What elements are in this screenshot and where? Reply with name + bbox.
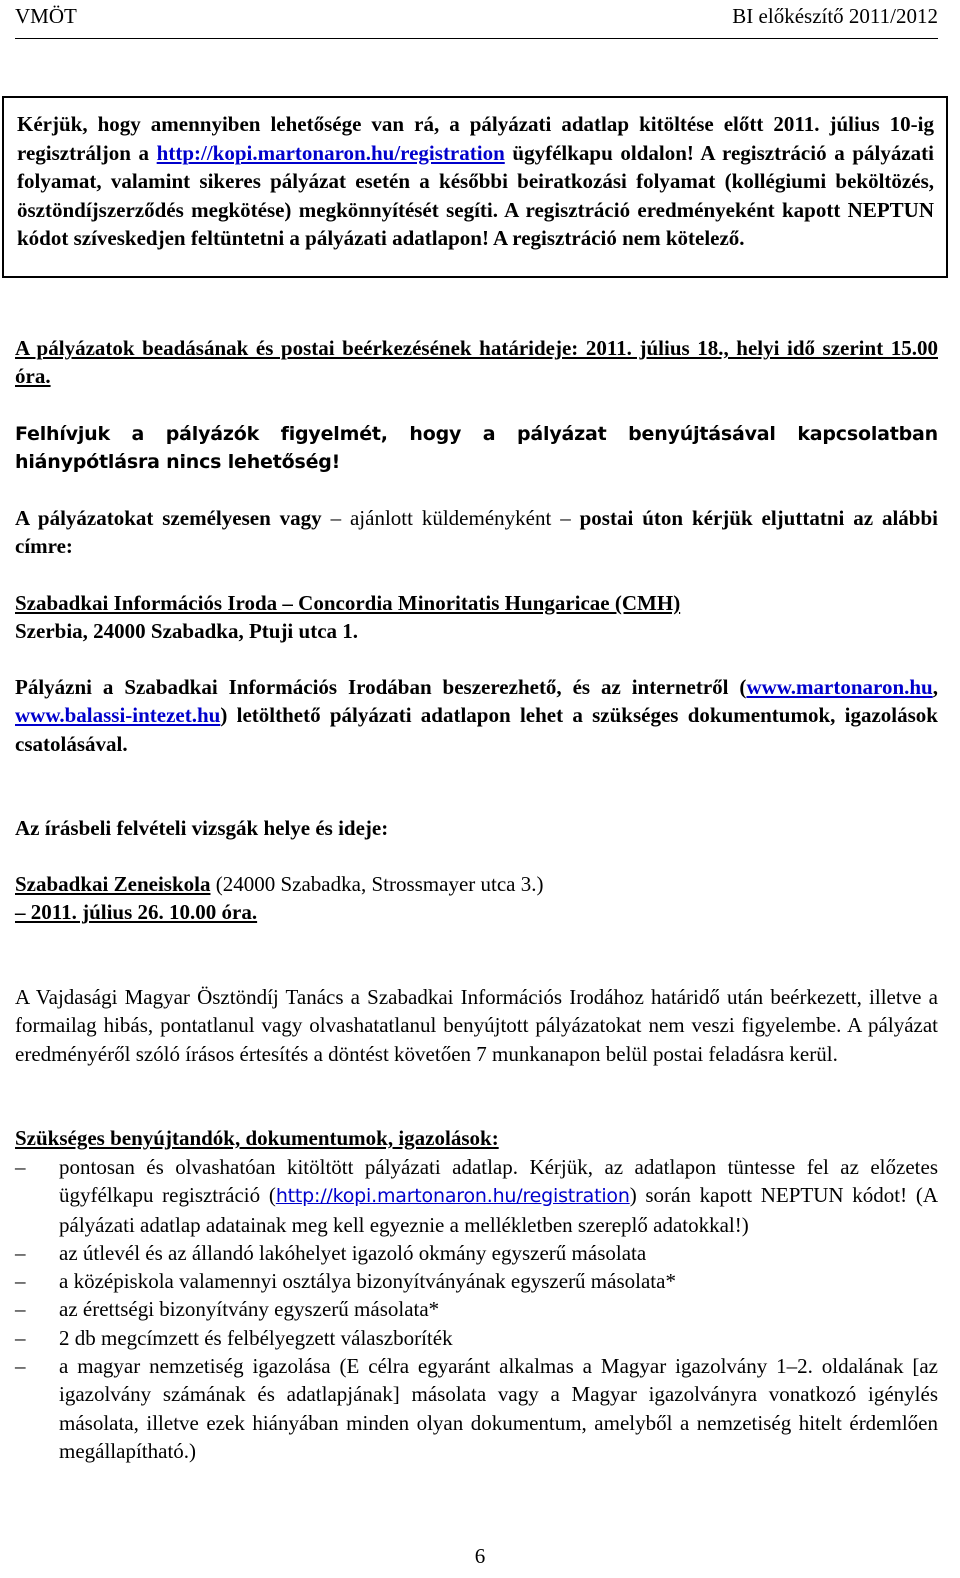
item-text: ) során kapott NEPTUN kódot! (A pályázati adatlap adatainak meg kell egyeznie a mellékletben szereplő adatokkal!): [59, 1183, 938, 1237]
header-left: VMÖT: [15, 4, 77, 28]
exam-heading: Az írásbeli felvételi vizsgák helye és ideje:: [15, 816, 389, 840]
council-paragraph: A Vajdasági Magyar Ösztöndíj Tanács a Szabadkai Információs Irodához határidő után beérkezett, illetve a formailag hibás, pontatlanul vagy olvashatatlanul benyújtott pályázatokat nem veszi figyelembe. A pályázat eredményéről szóló írásos értesítés a döntést követően 7 munkanapon belül postai feladásra kerül.: [15, 985, 938, 1066]
martonaron-link[interactable]: www.martonaron.hu: [746, 675, 933, 699]
apply-text-1: Pályázni a Szabadkai Információs Irodában beszerezhető, és az internetről (: [15, 675, 747, 699]
list-item: [15, 1267, 938, 1295]
header-rule: [15, 38, 938, 39]
balassi-link[interactable]: www.balassi-intezet.hu: [15, 703, 221, 728]
list-item: [15, 1324, 938, 1352]
address-line-1: Szabadkai Információs Iroda – Concordia Minoritatis Hungaricae (CMH): [15, 591, 681, 615]
notice-text-2: ügyfélkapu oldalon! A regisztráció a pályázati folyamat, valamint sikeres pályázat esetén a későbbi beiratkozási folyamat (kollégiumi beköltözés, ösztöndíjszerződés megkötése) megkönnyítését segíti. A regisztráció eredményeként kapott NEPTUN kódot szíveskedjen feltüntetni a pályázati adatlapon! A regisztráció nem kötelező.: [17, 140, 934, 250]
dash-bullet: –: [15, 1269, 26, 1294]
registration-link-2[interactable]: http://kopi.martonaron.hu/registration: [275, 1185, 630, 1208]
exam-place: Szabadkai Zeneiskola: [15, 872, 211, 896]
registration-link[interactable]: http://kopi.martonaron.hu/registration: [156, 140, 505, 165]
exam-date: – 2011. július 26. 10.00 óra.: [15, 900, 258, 925]
dash-bullet: –: [15, 1325, 26, 1350]
list-item: [15, 1153, 938, 1239]
item-text: a középiskola valamennyi osztálya bizonyítványának egyszerű másolata*: [59, 1269, 676, 1294]
submission-text-2: – ajánlott küldeményként –: [321, 506, 580, 530]
item-text: 2 db megcímzett és felbélyegzett válaszboríték: [59, 1325, 453, 1350]
submission-text-1: A pályázatokat személyesen vagy: [15, 506, 322, 530]
submission-paragraph: [15, 504, 938, 561]
documents-heading: Szükséges benyújtandók, dokumentumok, igazolások:: [15, 1126, 499, 1150]
apply-text-2: ) letölthető pályázati adatlapon lehet a szükséges dokumentumok, igazolások csatolásával.: [15, 703, 938, 756]
exam-place-line: [15, 870, 938, 898]
dash-bullet: –: [15, 1155, 26, 1179]
list-item: [15, 1352, 938, 1465]
address-line-2: Szerbia, 24000 Szabadka, Ptuji utca 1.: [15, 619, 359, 644]
notice-text-1: Kérjük, hogy amennyiben lehetősége van rá, a pályázati adatlap kitöltése előtt 2011. július 10-ig regisztráljon a: [17, 112, 934, 165]
no-supplement-paragraph: Felhívjuk a pályázók figyelmét, hogy a pályázat benyújtásával kapcsolatban hiánypótlásra nincs lehetőség!: [15, 423, 938, 474]
item-text: az útlevél és az állandó lakóhelyet igazoló okmány egyszerű másolata: [59, 1240, 647, 1265]
item-text: az érettségi bizonyítvány egyszerű másolata*: [59, 1297, 440, 1322]
page-number: 6: [474, 1544, 486, 1568]
apply-separator: ,: [932, 675, 938, 699]
registration-notice-box: [2, 96, 948, 278]
documents-list: [15, 1153, 938, 1465]
dash-bullet: –: [15, 1240, 26, 1265]
apply-paragraph: [15, 673, 938, 758]
page-header: [15, 2, 938, 34]
list-item: [15, 1239, 938, 1267]
exam-place-detail: (24000 Szabadka, Strossmayer utca 3.): [210, 872, 544, 896]
item-text: a magyar nemzetiség igazolása (E célra egyaránt alkalmas a Magyar igazolvány 1–2. oldalának [az igazolvány számának és adatlapjának] másolata vagy a Magyar igazolványra vonatkozó igénylés másolata, illetve ezek hiányában minden olyan dokumentum, amelyből a nemzetiség hitelt érdemlően megállapítható.): [59, 1354, 938, 1463]
submission-text-3: postai úton kérjük eljuttatni az alábbi címre:: [15, 506, 938, 559]
dash-bullet: –: [15, 1297, 26, 1322]
list-item: [15, 1295, 938, 1323]
dash-bullet: –: [15, 1354, 26, 1379]
exam-details: [15, 870, 938, 927]
item-text: pontosan és olvashatóan kitöltött pályázati adatlap. Kérjük, az adatlapon tüntesse fel az előzetes ügyfélkapu regisztráció (: [59, 1155, 938, 1208]
address-block: [15, 589, 938, 646]
documents-list-container: [15, 1153, 938, 1465]
deadline-paragraph: A pályázatok beadásának és postai beérkezésének határideje: 2011. július 18., helyi idő szerint 15.00 óra.: [15, 336, 938, 389]
header-right: BI előkészítő 2011/2012: [732, 4, 938, 28]
